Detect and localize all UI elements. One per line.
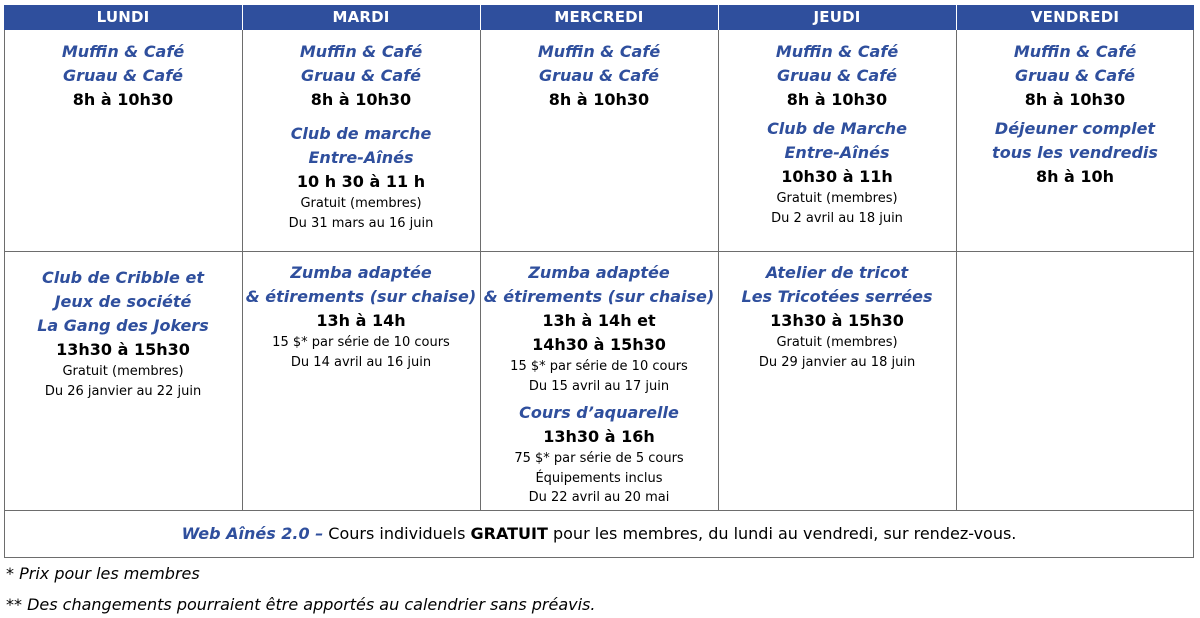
day-header-vendredi: VENDREDI [1030, 8, 1120, 26]
activity-title: Muffin & Café [775, 42, 899, 61]
activity-title: Cours d’aquarelle [519, 403, 679, 422]
activity-hours: 13h30 à 15h30 [770, 311, 904, 330]
activity-title: Gruau & Café [300, 66, 422, 85]
web-aines-text: Cours individuels [323, 524, 471, 543]
header-divider [956, 5, 957, 30]
activity-dates: Du 14 avril au 16 juin [290, 354, 432, 370]
activity-hours: 8h à 10h30 [72, 90, 174, 109]
activity-title: Zumba adaptée [528, 263, 670, 282]
activity-title: Entre-Aînés [308, 148, 414, 167]
activity-title: & étirements (sur chaise) [483, 287, 715, 306]
day-header-jeudi: JEUDI [813, 8, 861, 26]
header-divider [718, 5, 719, 30]
activity-title: Zumba adaptée [290, 263, 432, 282]
activity-title: Gruau & Café [62, 66, 184, 85]
activity-hours: 13h30 à 15h30 [56, 340, 190, 359]
activity-title: Club de Marche [767, 119, 907, 138]
changes-footnote: ** Des changements pourraient être apportés au calendrier sans préavis. [6, 595, 596, 614]
activity-dates: Du 29 janvier au 18 juin [758, 354, 916, 370]
activity-title: Jeux de société [54, 292, 192, 311]
activity-title: La Gang des Jokers [37, 316, 209, 335]
web-aines-free: GRATUIT [470, 524, 548, 543]
cell-jeudi-morning [718, 40, 956, 228]
cell-mercredi-morning [480, 40, 718, 112]
activity-title: Muffin & Café [1013, 42, 1137, 61]
cell-lundi-afternoon [4, 266, 242, 401]
activity-title: Atelier de tricot [765, 263, 909, 282]
activity-title: Gruau & Café [776, 66, 898, 85]
day-header-row [4, 5, 1194, 30]
activity-note: Équipements inclus [535, 470, 663, 486]
cell-vendredi-morning [956, 40, 1194, 189]
activity-hours: 8h à 10h30 [1024, 90, 1126, 109]
header-divider [242, 5, 243, 30]
activity-title: Club de Cribble et [42, 268, 204, 287]
activity-title: Muffin & Café [299, 42, 423, 61]
cell-mardi-morning [242, 40, 480, 233]
activity-title: Entre-Aînés [784, 143, 890, 162]
activity-hours: 13h à 14h et [542, 311, 656, 330]
activity-hours: 8h à 10h30 [310, 90, 412, 109]
activity-hours: 8h à 10h30 [786, 90, 888, 109]
day-header-mardi: MARDI [332, 8, 390, 26]
activity-title: tous les vendredis [992, 143, 1158, 162]
cell-jeudi-afternoon [718, 261, 956, 372]
activity-hours: 14h30 à 15h30 [532, 335, 666, 354]
activity-title: Gruau & Café [1014, 66, 1136, 85]
activity-title: Les Tricotées serrées [741, 287, 933, 306]
activity-hours: 8h à 10h [1035, 167, 1115, 186]
activity-hours: 10 h 30 à 11 h [296, 172, 426, 191]
cell-mercredi-afternoon [480, 261, 718, 508]
activity-price: 75 $* par série de 5 cours [514, 451, 684, 466]
cell-lundi-morning [4, 40, 242, 112]
activity-price: Gratuit (membres) [62, 364, 184, 379]
activity-price: 15 $* par série de 10 cours [272, 335, 450, 350]
activity-title: Muffin & Café [537, 42, 661, 61]
activity-hours: 8h à 10h30 [548, 90, 650, 109]
activity-title: Club de marche [290, 124, 432, 143]
activity-title: Gruau & Café [538, 66, 660, 85]
activity-dates: Du 15 avril au 17 juin [528, 378, 670, 394]
activity-hours: 13h à 14h [316, 311, 406, 330]
footer-web-aines [4, 510, 1194, 558]
activity-dates: Du 22 avril au 20 mai [528, 490, 670, 505]
activity-dates: Du 2 avril au 18 juin [771, 210, 903, 226]
web-aines-title: Web Aînés 2.0 – [181, 524, 324, 543]
web-aines-text: pour les membres, du lundi au vendredi, sur rendez-vous. [547, 524, 1017, 543]
activity-price: Gratuit (membres) [776, 191, 898, 206]
activity-hours: 13h30 à 16h [543, 427, 655, 446]
row-divider [4, 251, 1194, 252]
day-header-lundi: LUNDI [96, 8, 150, 26]
activity-title: Déjeuner complet [994, 119, 1156, 138]
cell-mardi-afternoon [242, 261, 480, 372]
weekly-schedule-table [4, 5, 1194, 558]
activity-price: 15 $* par série de 10 cours [510, 359, 688, 374]
activity-price: Gratuit (membres) [776, 335, 898, 350]
activity-hours: 10h30 à 11h [781, 167, 893, 186]
activity-dates: Du 31 mars au 16 juin [288, 215, 434, 231]
activity-title: Muffin & Café [61, 42, 185, 61]
header-divider [480, 5, 481, 30]
activity-title: & étirements (sur chaise) [245, 287, 477, 306]
price-footnote: * Prix pour les membres [6, 564, 200, 583]
activity-dates: Du 26 janvier au 22 juin [44, 383, 202, 399]
activity-price: Gratuit (membres) [300, 196, 422, 211]
day-header-mercredi: MERCREDI [554, 8, 644, 26]
